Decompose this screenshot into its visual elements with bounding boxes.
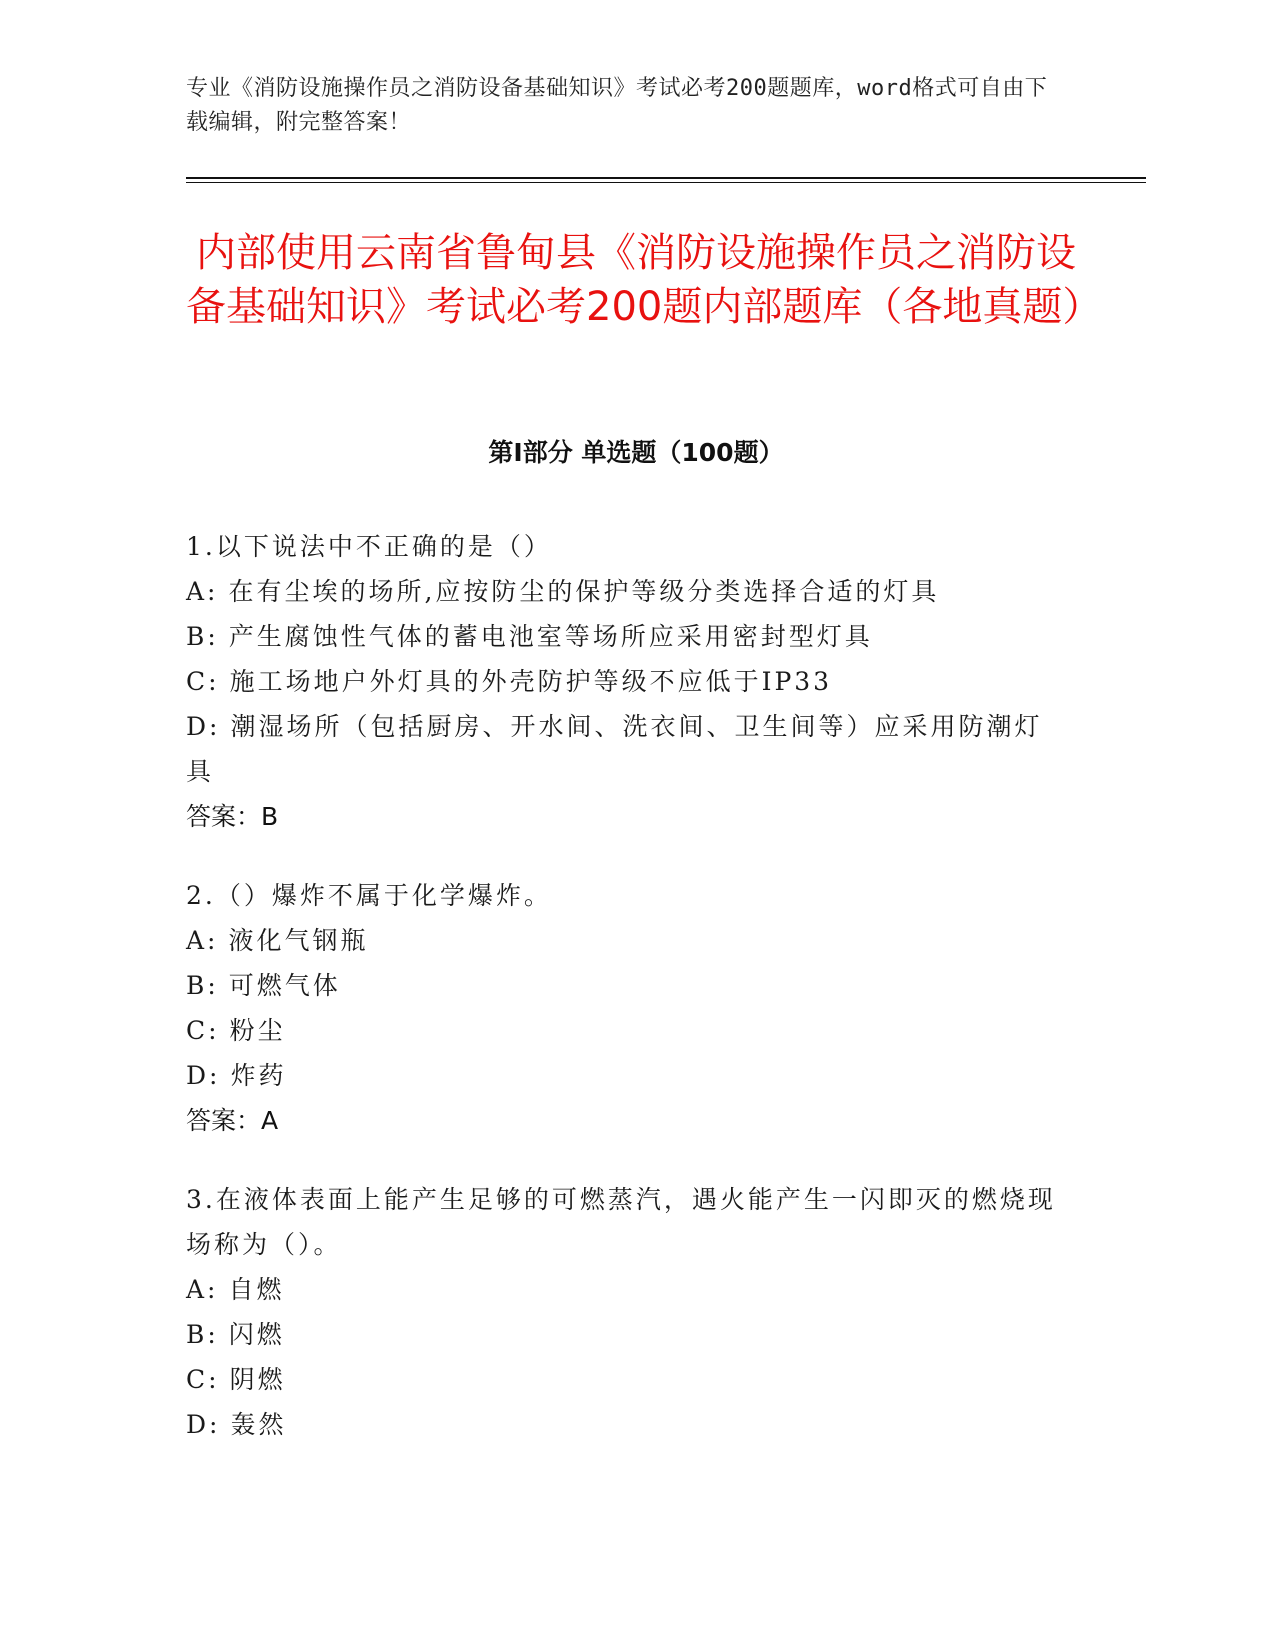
header-rule-thin (186, 182, 1146, 183)
option-text: 在有尘埃的场所,应按防尘的保护等级分类选择合适的灯具 (228, 577, 940, 606)
question-1 (186, 524, 1066, 839)
option-c (186, 1357, 1066, 1402)
option-key: C: (186, 667, 220, 696)
option-text: 闪燃 (228, 1320, 285, 1349)
option-text: 粉尘 (229, 1016, 286, 1045)
option-b (186, 963, 1066, 1008)
option-key: D: (186, 712, 221, 741)
option-key: D: (186, 1061, 221, 1090)
option-key: B: (186, 971, 219, 1000)
option-text: 自燃 (228, 1275, 285, 1304)
option-d (186, 1053, 1066, 1098)
option-text: 产生腐蚀性气体的蓄电池室等场所应采用密封型灯具 (228, 622, 873, 651)
option-text: 炸药 (230, 1061, 287, 1090)
answer-prefix: 答案： (186, 1106, 262, 1135)
option-c (186, 1008, 1066, 1053)
answer-value: A (261, 1106, 279, 1135)
section-title: 第Ⅰ部分 单选题（100题） (488, 438, 784, 467)
option-key: D: (186, 1410, 221, 1439)
option-key: A: (186, 577, 219, 606)
option-d (186, 1402, 1066, 1447)
question-3 (186, 1177, 1066, 1447)
option-d (186, 704, 1066, 794)
option-text: 阴燃 (229, 1365, 286, 1394)
option-text: 轰然 (230, 1410, 287, 1439)
option-a (186, 1267, 1066, 1312)
answer-prefix: 答案： (186, 802, 262, 831)
option-key: A: (186, 926, 219, 955)
option-key: A: (186, 1275, 219, 1304)
option-b (186, 1312, 1066, 1357)
option-key: B: (186, 622, 219, 651)
option-key: C: (186, 1365, 220, 1394)
option-text: 液化气钢瓶 (228, 926, 369, 955)
question-list (186, 524, 1066, 1481)
answer-line (186, 1098, 1066, 1143)
header-rule-thick (186, 177, 1146, 179)
option-text: 潮湿场所（包括厨房、开水间、洗衣间、卫生间等）应采用防潮灯具 (186, 712, 1043, 786)
option-b (186, 614, 1066, 659)
answer-line (186, 794, 1066, 839)
option-text: 可燃气体 (228, 971, 341, 1000)
question-stem: 1.以下说法中不正确的是（） (186, 532, 552, 561)
option-c (186, 659, 1066, 704)
option-text: 施工场地户外灯具的外壳防护等级不应低于IP33 (229, 667, 833, 696)
header-note: 专业《消防设施操作员之消防设备基础知识》考试必考200题题库，word格式可自由下载编辑，附完整答案！ (186, 76, 1048, 135)
option-key: B: (186, 1320, 219, 1349)
option-a (186, 918, 1066, 963)
document-title: 内部使用云南省鲁甸县《消防设施操作员之消防设备基础知识》考试必考200题内部题库（各地真题） (186, 230, 1103, 330)
question-stem: 2.（）爆炸不属于化学爆炸。 (186, 881, 552, 910)
question-2 (186, 873, 1066, 1143)
answer-value: B (261, 802, 279, 831)
option-a (186, 569, 1066, 614)
question-stem: 3.在液体表面上能产生足够的可燃蒸汽，遇火能产生一闪即灭的燃烧现场称为（）。 (186, 1185, 1056, 1259)
option-key: C: (186, 1016, 220, 1045)
